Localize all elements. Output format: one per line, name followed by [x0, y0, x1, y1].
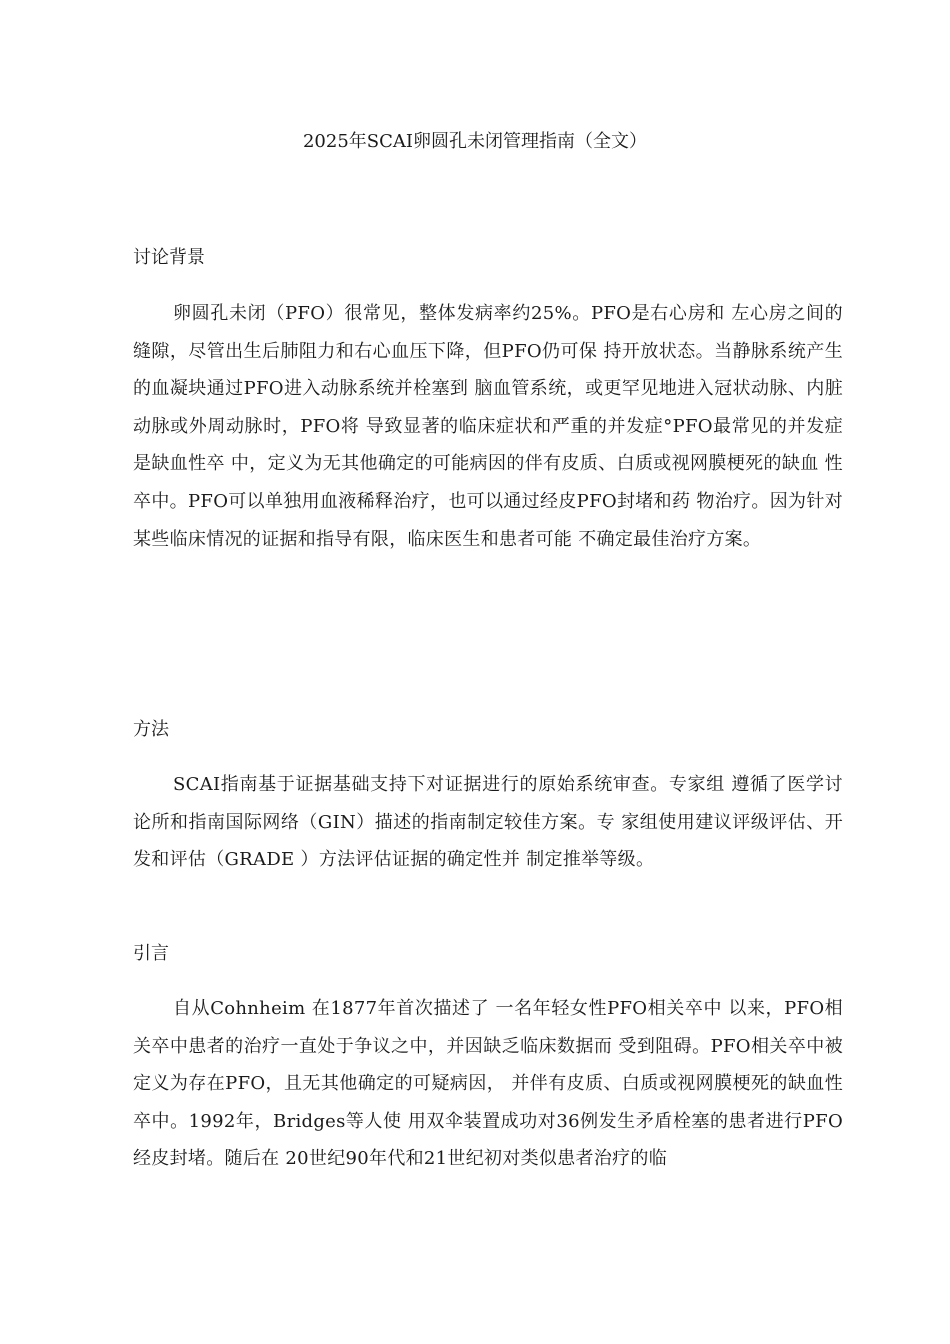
section-methods — [133, 716, 843, 879]
section-paragraph: 自从Cohnheim 在1877年首次描述了 一名年轻女性PFO相关卒中 以来，PFO相关卒中患者的治疗一直处于争议之中，并因缺乏临床数据而 受到阻碍。PFO相关卒中被定义为存在PFO，且无其他确定的可疑病因， 并伴有皮质、白质或视网膜梗死的缺血性卒中。1992年，Bridges等人使 用双伞装置成功对36例发生矛盾栓塞的患者进行PFO经皮封堵。随后在 20世纪90年代和21世纪初对类似患者治疗的临 — [133, 998, 843, 1170]
document-title: 2025年SCAI卵圆孔未闭管理指南（全文） — [302, 131, 648, 152]
section-heading: 引言 — [133, 943, 169, 964]
section-heading: 方法 — [133, 719, 169, 740]
section-introduction — [133, 940, 843, 1178]
section-paragraph: SCAI指南基于证据基础支持下对证据进行的原始系统审查。专家组 遵循了医学讨论所和指南国际网络（GIN）描述的指南制定较佳方案。专 家组使用建议评级评估、开发和评估（GRADE ）方法评估证据的确定性并 制定推举等级。 — [133, 774, 843, 871]
section-heading: 讨论背景 — [133, 247, 205, 268]
section-paragraph: 卵圆孔未闭（PFO）很常见，整体发病率约25%。PFO是右心房和 左心房之间的缝隙，尽管出生后肺阻力和右心血压下降，但PFO仍可保 持开放状态。当静脉系统产生的血凝块通过PFO进入动脉系统并栓塞到 脑血管系统，或更罕见地进入冠状动脉、内脏动脉或外周动脉时，PFO将 导致显著的临床症状和严重的并发症°PFO最常见的并发症是缺血性卒 中，定义为无其他确定的可能病因的伴有皮质、白质或视网膜梗死的缺血 性卒中。PFO可以单独用血液稀释治疗，也可以通过经皮PFO封堵和药 物治疗。因为针对某些临床情况的证据和指导有限，临床医生和患者可能 不确定最佳治疗方案。 — [133, 303, 843, 550]
section-background — [133, 244, 843, 558]
